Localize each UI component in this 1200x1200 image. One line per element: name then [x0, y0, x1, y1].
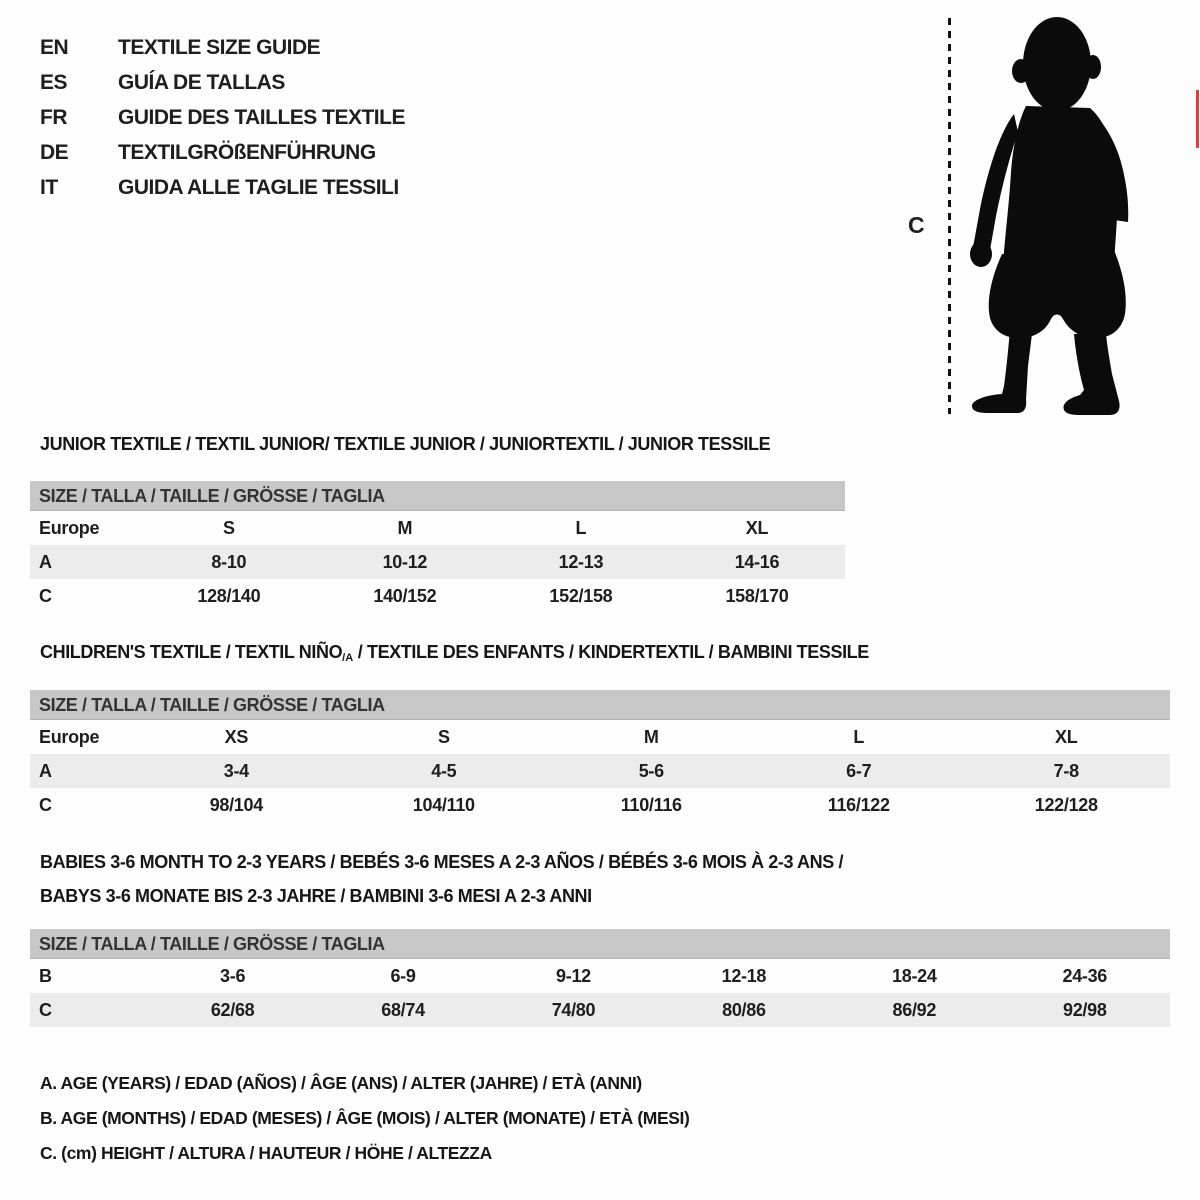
table-cell: 128/140 [197, 585, 261, 606]
row-label: C [39, 794, 52, 815]
table-cell: L [575, 517, 587, 538]
legend-line-c: C. (cm) HEIGHT / ALTURA / HAUTEUR / HÖHE / ALTEZZA [40, 1143, 492, 1163]
height-measure-label: C [908, 212, 925, 238]
language-code: FR [40, 105, 67, 129]
heading-line: BABIES 3-6 MONTH TO 2-3 YEARS / BEBÉS 3-6 MESES A 2-3 AÑOS / BÉBÉS 3-6 MOIS À 2-3 ANS / [40, 852, 844, 872]
table-cell: 18-24 [892, 965, 937, 986]
heading-subscript: /A [342, 652, 354, 664]
table-cell: XS [224, 726, 249, 747]
table-cell: 140/152 [373, 585, 437, 606]
row-label: Europe [39, 517, 100, 538]
table-cell: 122/128 [1034, 794, 1098, 815]
babies-section-heading [40, 845, 843, 913]
junior-section-heading: JUNIOR TEXTILE / TEXTIL JUNIOR/ TEXTILE JUNIOR / JUNIORTEXTIL / JUNIOR TESSILE [40, 434, 771, 454]
table-cell: 110/116 [620, 794, 682, 815]
table-cell: S [437, 726, 450, 747]
size-header-bar: SIZE / TALLA / TAILLE / GRÖSSE / TAGLIA [30, 690, 1170, 720]
table-cell: S [222, 517, 235, 538]
table-cell: 12-13 [558, 551, 604, 572]
toddler-silhouette-icon [962, 14, 1140, 417]
edge-artifact-red [1196, 90, 1199, 148]
children-size-table [30, 690, 1170, 822]
list-item [40, 101, 405, 136]
row-label: A [39, 551, 52, 572]
table-cell: 3-4 [223, 760, 249, 781]
legend-line-a: A. AGE (YEARS) / EDAD (AÑOS) / ÂGE (ANS) / ALTER (JAHRE) / ETÀ (ANNI) [40, 1073, 642, 1093]
table-row [30, 788, 1170, 822]
page-title: TEXTILGRÖßENFÜHRUNG [118, 140, 376, 164]
language-code: DE [40, 140, 69, 164]
heading-text: CHILDREN'S TEXTILE / TEXTIL NIÑO [40, 642, 343, 662]
table-row [30, 545, 845, 579]
table-cell: 3-6 [220, 965, 246, 986]
table-cell: 158/170 [725, 585, 789, 606]
table-cell: 104/110 [412, 794, 475, 815]
row-label: Europe [39, 726, 100, 747]
list-item [40, 66, 405, 101]
table-cell: 4-5 [431, 760, 457, 781]
table-cell: L [853, 726, 865, 747]
table-row [30, 754, 1170, 788]
table-row [30, 993, 1170, 1027]
row-label: C [39, 585, 52, 606]
page-title: GUIDE DES TAILLES TEXTILE [118, 105, 405, 129]
table-cell: 8-10 [211, 551, 247, 572]
table-cell: 92/98 [1062, 999, 1107, 1020]
heading-line: BABYS 3-6 MONATE BIS 2-3 JAHRE / BAMBINI 3-6 MESI A 2-3 ANNI [40, 886, 592, 906]
size-header-bar: SIZE / TALLA / TAILLE / GRÖSSE / TAGLIA [30, 929, 1170, 959]
heading-text: / TEXTILE DES ENFANTS / KINDERTEXTIL / BAMBINI TESSILE [353, 642, 869, 662]
table-cell: 6-7 [846, 760, 872, 781]
table-cell: 74/80 [551, 999, 596, 1020]
table-row [30, 720, 1170, 754]
table-cell: 68/74 [381, 999, 425, 1020]
page-title: GUÍA DE TALLAS [118, 71, 285, 95]
language-title-list [40, 31, 405, 205]
table-cell: 9-12 [556, 965, 591, 986]
table-cell: M [397, 517, 413, 538]
measurement-legend [40, 1066, 689, 1171]
table-cell: XL [1055, 726, 1078, 747]
size-header-bar: SIZE / TALLA / TAILLE / GRÖSSE / TAGLIA [30, 481, 845, 511]
babies-size-table [30, 929, 1170, 1027]
table-row [30, 511, 845, 545]
junior-size-table [30, 481, 845, 613]
list-item [40, 170, 405, 205]
table-row [30, 959, 1170, 993]
table-row [30, 579, 845, 613]
table-cell: 10-12 [382, 551, 428, 572]
row-label: C [39, 999, 52, 1020]
table-cell: XL [745, 517, 769, 538]
table-cell: 152/158 [549, 585, 613, 606]
list-item [40, 135, 405, 170]
table-cell: 62/68 [210, 999, 255, 1020]
legend-line-b: B. AGE (MONTHS) / EDAD (MESES) / ÂGE (MOIS) / ALTER (MONATE) / ETÀ (MESI) [40, 1108, 690, 1128]
table-cell: 86/92 [892, 999, 937, 1020]
table-cell: 6-9 [390, 965, 416, 986]
table-cell: 5-6 [638, 760, 664, 781]
table-cell: M [643, 726, 659, 747]
page-title: GUIDA ALLE TAGLIE TESSILI [118, 175, 399, 199]
language-code: IT [40, 175, 58, 199]
row-label: A [39, 760, 52, 781]
table-cell: 116/122 [827, 794, 890, 815]
table-cell: 14-16 [734, 551, 780, 572]
table-cell: 12-18 [721, 965, 767, 986]
list-item [40, 31, 405, 66]
table-cell: 24-36 [1062, 965, 1108, 986]
row-label: B [39, 965, 52, 986]
table-cell: 7-8 [1053, 760, 1079, 781]
children-section-heading [40, 642, 869, 664]
language-code: ES [40, 71, 68, 95]
table-cell: 98/104 [209, 794, 263, 815]
language-code: EN [40, 36, 69, 60]
table-cell: 80/86 [722, 999, 766, 1020]
page-title: TEXTILE SIZE GUIDE [118, 36, 321, 60]
height-dashed-line [948, 18, 951, 414]
